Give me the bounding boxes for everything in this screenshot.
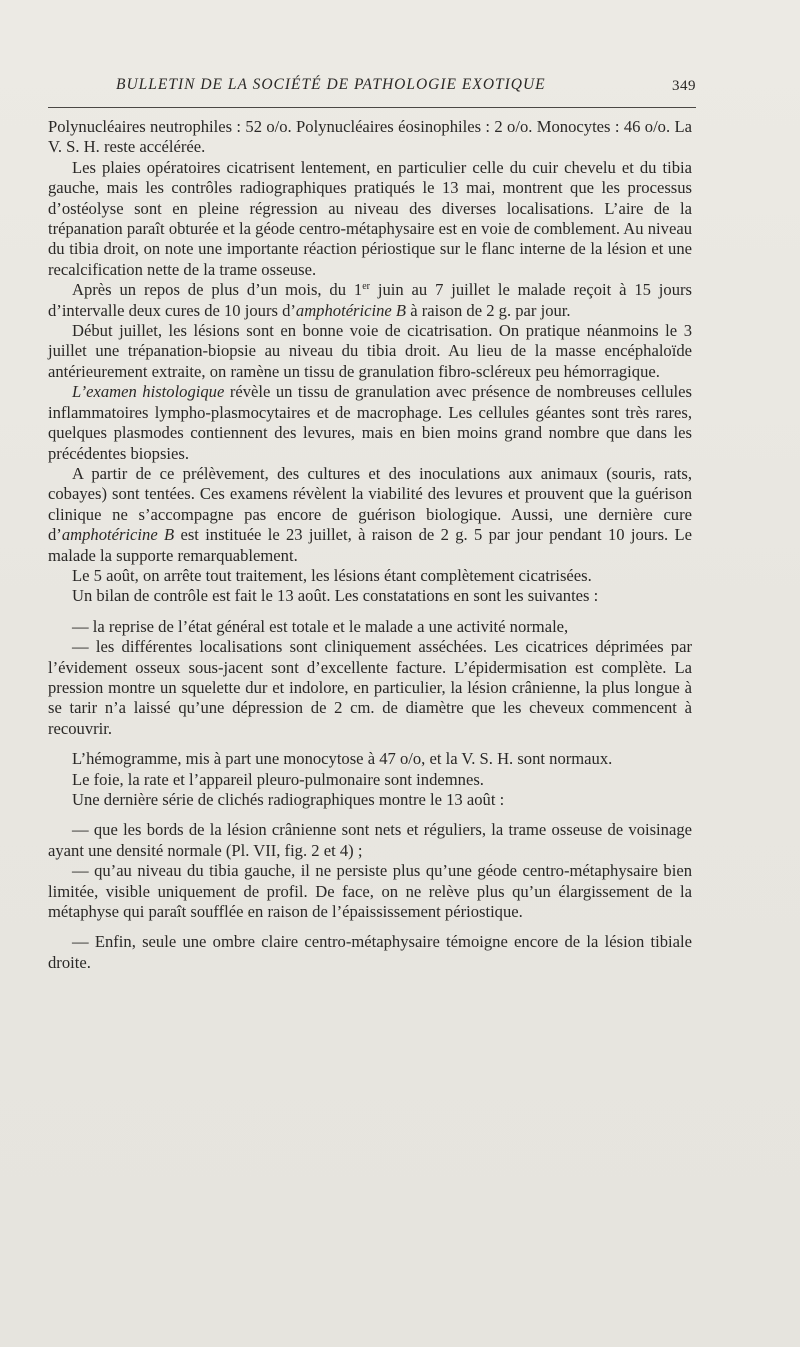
body-text: [48, 117, 692, 973]
paragraph-text: à raison de 2 g. par jour.: [406, 300, 571, 320]
list-item: — que les bords de la lésion crânienne sont nets et réguliers, la trame osseuse de voisinage ayant une densité normale (Pl. VII, fig. 2 et 4) ;: [48, 820, 692, 860]
paragraph-cultures: [48, 464, 692, 566]
paragraph-biopsy: Début juillet, les lésions sont en bonne voie de cicatrisation. On pratique néanmoins le 3 juillet une trépanation-biopsie au niveau du tibia droit. Au lieu de la masse encéphaloïde antérieurement extraite, on ramène un tissu de granulation fibro-scléreux peu hémorragique.: [48, 321, 692, 381]
paragraph-text: juin au 7 juillet le malade reçoit à 15 jours d’intervalle deux cures de 10 jours d’: [48, 280, 692, 320]
list-item: — la reprise de l’état général est totale et le malade a une activité normale,: [72, 616, 569, 636]
paragraph-hemogram: Polynucléaires neutrophiles : 52 o/o. Polynucléaires éosinophiles : 2 o/o. Monocytes : 46 o/o. La V. S. H. reste accélérée.: [48, 117, 692, 157]
histology-heading: L’examen histologique: [72, 382, 225, 402]
drug-name: amphotéricine B: [61, 525, 175, 545]
running-title: BULLETIN DE LA SOCIÉTÉ DE PATHOLOGIE EXOTIQUE: [116, 76, 546, 93]
paragraph-healing: Les plaies opératoires cicatrisent lentement, en particulier celle du cuir chevelu et du tibia gauche, mais les contrôles radiographiques pratiqués le 13 mai, montrent que les processus d’ostéolyse sont en pleine régression au niveau des diverses localisations. L’aire de la trépanation paraît obturée et la géode centro-métaphysaire est en voie de comblement. Au niveau du tibia droit, on note une importante réaction périostique sur le flanc interne de la lésion et une recalcification nette de la trame osseuse.: [48, 157, 692, 279]
paragraph-control: Un bilan de contrôle est fait le 13 août. Les constatations en sont les suivantes :: [72, 586, 599, 606]
paragraph-text: est instituée le 23 juillet, à raison de 2 g. 5 par jour pendant 10 jours. Le malade la supporte remarquablement.: [48, 525, 693, 565]
list-item: — Enfin, seule une ombre claire centro-métaphysaire témoigne encore de la lésion tibiale droite.: [48, 932, 692, 972]
paragraph-stop-treatment: Le 5 août, on arrête tout traitement, les lésions étant complètement cicatrisées.: [72, 565, 592, 585]
page-number: 349: [672, 78, 696, 94]
paragraph-treatment: [48, 280, 692, 321]
paragraph-text: A partir de ce prélèvement, des cultures et des inoculations aux animaux (souris, rats, cobayes) sont tentées. Ces examens révèlent la viabilité des levures et prouvent que la guérison clinique ne s’accompagne pas encore de guérison biologique. Aussi, une dernière cure d’: [48, 463, 692, 545]
paragraph-text: révèle un tissu de granulation avec présence de nombreuses cellules inflammatoires lympho-plasmocytaires et de macrophage. Les cellules géantes sont très rares, quelques plasmodes contiennent des levures, mais en bien moins grand nombre que dans les précédentes biopsies.: [48, 382, 692, 463]
running-header: [48, 74, 696, 106]
ordinal-superscript: er: [362, 281, 370, 293]
list-item: — les différentes localisations sont cliniquement asséchées. Les cicatrices déprimées par l’évidement osseux sous-jacent sont d’excellente facture. L’épidermisation est complète. La pression montre un squelette dur et indolore, en particulier, la lésion crânienne, la plus longue à se tarir n’a laissé qu’une dépression de 2 cm. de diamètre que les cheveux commencent à recouvrir.: [48, 637, 692, 738]
paragraph-organs: Le foie, la rate et l’appareil pleuro-pulmonaire sont indemnes.: [72, 769, 484, 789]
paragraph-hemogram-normal: L’hémogramme, mis à part une monocytose à 47 o/o, et la V. S. H. sont normaux.: [72, 749, 613, 769]
paragraph-histology: [48, 382, 692, 464]
paragraph-radiographs: Une dernière série de clichés radiographiques montre le 13 août :: [72, 790, 505, 809]
paragraph-text: Après un repos de plus d’un mois, du 1: [72, 280, 363, 300]
drug-name: amphotéricine B: [295, 300, 407, 320]
header-rule: [48, 107, 696, 108]
list-item: — qu’au niveau du tibia gauche, il ne persiste plus qu’une géode centro-métaphysaire bien limitée, visible uniquement de profil. De face, on ne relève plus qu’un élargissement de la métaphyse qui paraît soufflée en raison de l’épaississement périostique.: [48, 861, 692, 922]
